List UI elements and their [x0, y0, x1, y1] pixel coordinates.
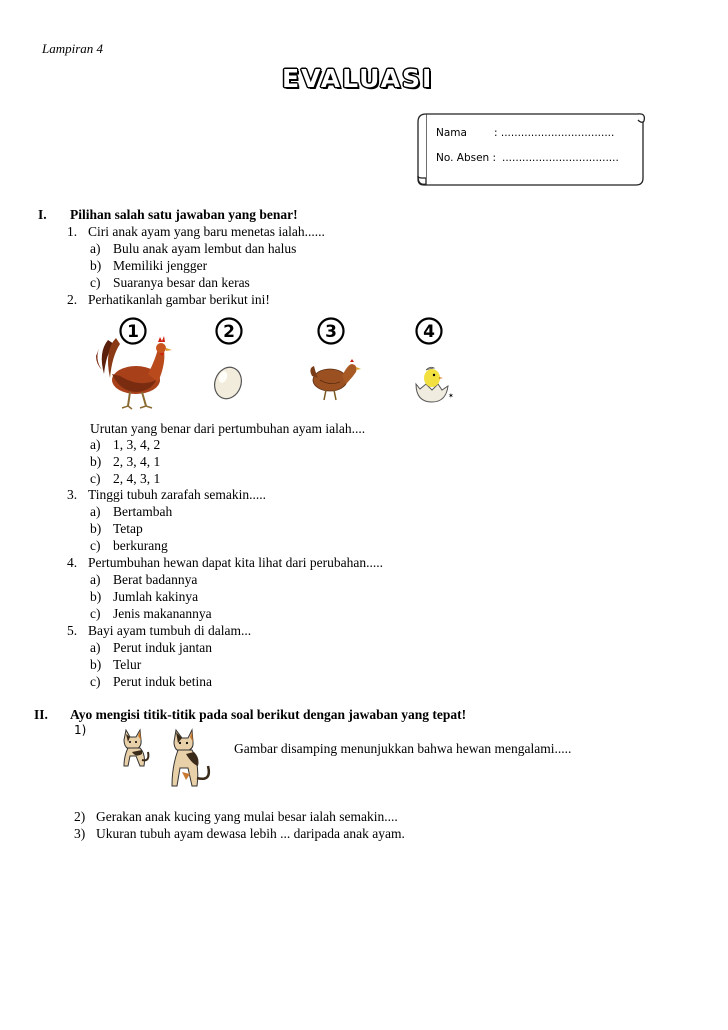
circle-label-1: 1: [127, 322, 139, 342]
q4-opt-b-label: b): [90, 589, 102, 604]
q3-opt-b: Tetap: [113, 521, 143, 536]
q1-opt-b-label: b): [90, 258, 102, 273]
section1-heading: Pilihan salah satu jawaban yang benar!: [70, 207, 298, 222]
page-title: EVALUASI: [282, 64, 434, 93]
q1-opt-a-label: a): [90, 241, 101, 256]
q5-opt-b: Telur: [113, 657, 142, 672]
q5-opt-a-label: a): [90, 640, 101, 655]
q2-text: Perhatikanlah gambar berikut ini!: [88, 292, 270, 307]
q1-text: Ciri anak ayam yang baru menetas ialah......: [88, 224, 325, 239]
q2-text2: Urutan yang benar dari pertumbuhan ayam ialah....: [90, 421, 366, 436]
s2-q1-text: Gambar disamping menunjukkan bahwa hewan mengalami.....: [234, 741, 572, 756]
q2-number: 2.: [67, 292, 78, 307]
q5-opt-b-label: b): [90, 657, 102, 672]
q3-number: 3.: [67, 487, 78, 502]
q2-opt-a: 1, 3, 4, 2: [113, 437, 161, 452]
q5-opt-c: Perut induk betina: [113, 674, 212, 689]
q2-opt-c-label: c): [90, 471, 101, 486]
student-id-box: [414, 110, 646, 195]
section2-numeral: II.: [34, 707, 48, 722]
q4-number: 4.: [67, 555, 78, 570]
q4-opt-c: Jenis makanannya: [113, 606, 212, 621]
q2-opt-a-label: a): [90, 437, 101, 452]
absen-label: No. Absen :: [436, 152, 497, 164]
q2-opt-c: 2, 4, 3, 1: [113, 471, 161, 486]
q1-opt-a: Bulu anak ayam lembut dan halus: [113, 241, 297, 256]
q4-opt-c-label: c): [90, 606, 101, 621]
hatching-chick-image: [408, 362, 460, 406]
q4-opt-a: Berat badannya: [113, 572, 198, 587]
q3-opt-a-label: a): [90, 504, 101, 519]
q4-text: Pertumbuhan hewan dapat kita lihat dari perubahan.....: [88, 555, 384, 570]
s2-q1-number: 1): [74, 723, 87, 737]
q5-opt-a: Perut induk jantan: [113, 640, 212, 655]
absen-field[interactable]: ...................................: [502, 152, 619, 164]
rooster-image: [90, 334, 180, 414]
q1-number: 1.: [67, 224, 78, 239]
nama-field[interactable]: : ..................................: [494, 127, 615, 139]
scroll-frame: [414, 110, 646, 190]
q5-text: Bayi ayam tumbuh di dalam...: [88, 623, 252, 638]
s2-q3-number: 3): [74, 826, 86, 841]
nama-label: Nama: [436, 127, 467, 139]
q3-opt-c-label: c): [90, 538, 101, 553]
egg-image: [208, 362, 248, 404]
kitten-image: [112, 726, 154, 770]
q2-opt-b-label: b): [90, 454, 102, 469]
q3-text: Tinggi tubuh zarafah semakin.....: [88, 487, 266, 502]
q3-opt-b-label: b): [90, 521, 102, 536]
q4-opt-b: Jumlah kakinya: [113, 589, 199, 604]
circle-number-3: [316, 316, 346, 346]
sparkle-icon: ✶: [448, 392, 454, 400]
q3-opt-a: Bertambah: [113, 504, 173, 519]
q1-opt-c: Suaranya besar dan keras: [113, 275, 250, 290]
circle-label-2: 2: [223, 322, 235, 342]
section1-numeral: I.: [38, 207, 47, 222]
circle-number-4: [414, 316, 444, 346]
circle-number-2: [214, 316, 244, 346]
hen-image: [304, 356, 362, 404]
cat-image: [160, 728, 216, 790]
q4-opt-a-label: a): [90, 572, 101, 587]
s2-q2-text: Gerakan anak kucing yang mulai besar ialah semakin....: [96, 809, 398, 824]
circle-label-3: 3: [325, 322, 337, 342]
q2-opt-b: 2, 3, 4, 1: [113, 454, 161, 469]
q3-opt-c: berkurang: [113, 538, 168, 553]
q5-opt-c-label: c): [90, 674, 101, 689]
q1-opt-c-label: c): [90, 275, 101, 290]
q5-number: 5.: [67, 623, 78, 638]
lampiran-label: Lampiran 4: [42, 41, 104, 56]
s2-q3-text: Ukuran tubuh ayam dewasa lebih ... daripada anak ayam.: [96, 826, 405, 841]
q1-opt-b: Memiliki jengger: [113, 258, 208, 273]
circle-label-4: 4: [423, 322, 435, 342]
section2-heading: Ayo mengisi titik-titik pada soal berikut dengan jawaban yang tepat!: [70, 707, 467, 722]
s2-q2-number: 2): [74, 809, 86, 824]
